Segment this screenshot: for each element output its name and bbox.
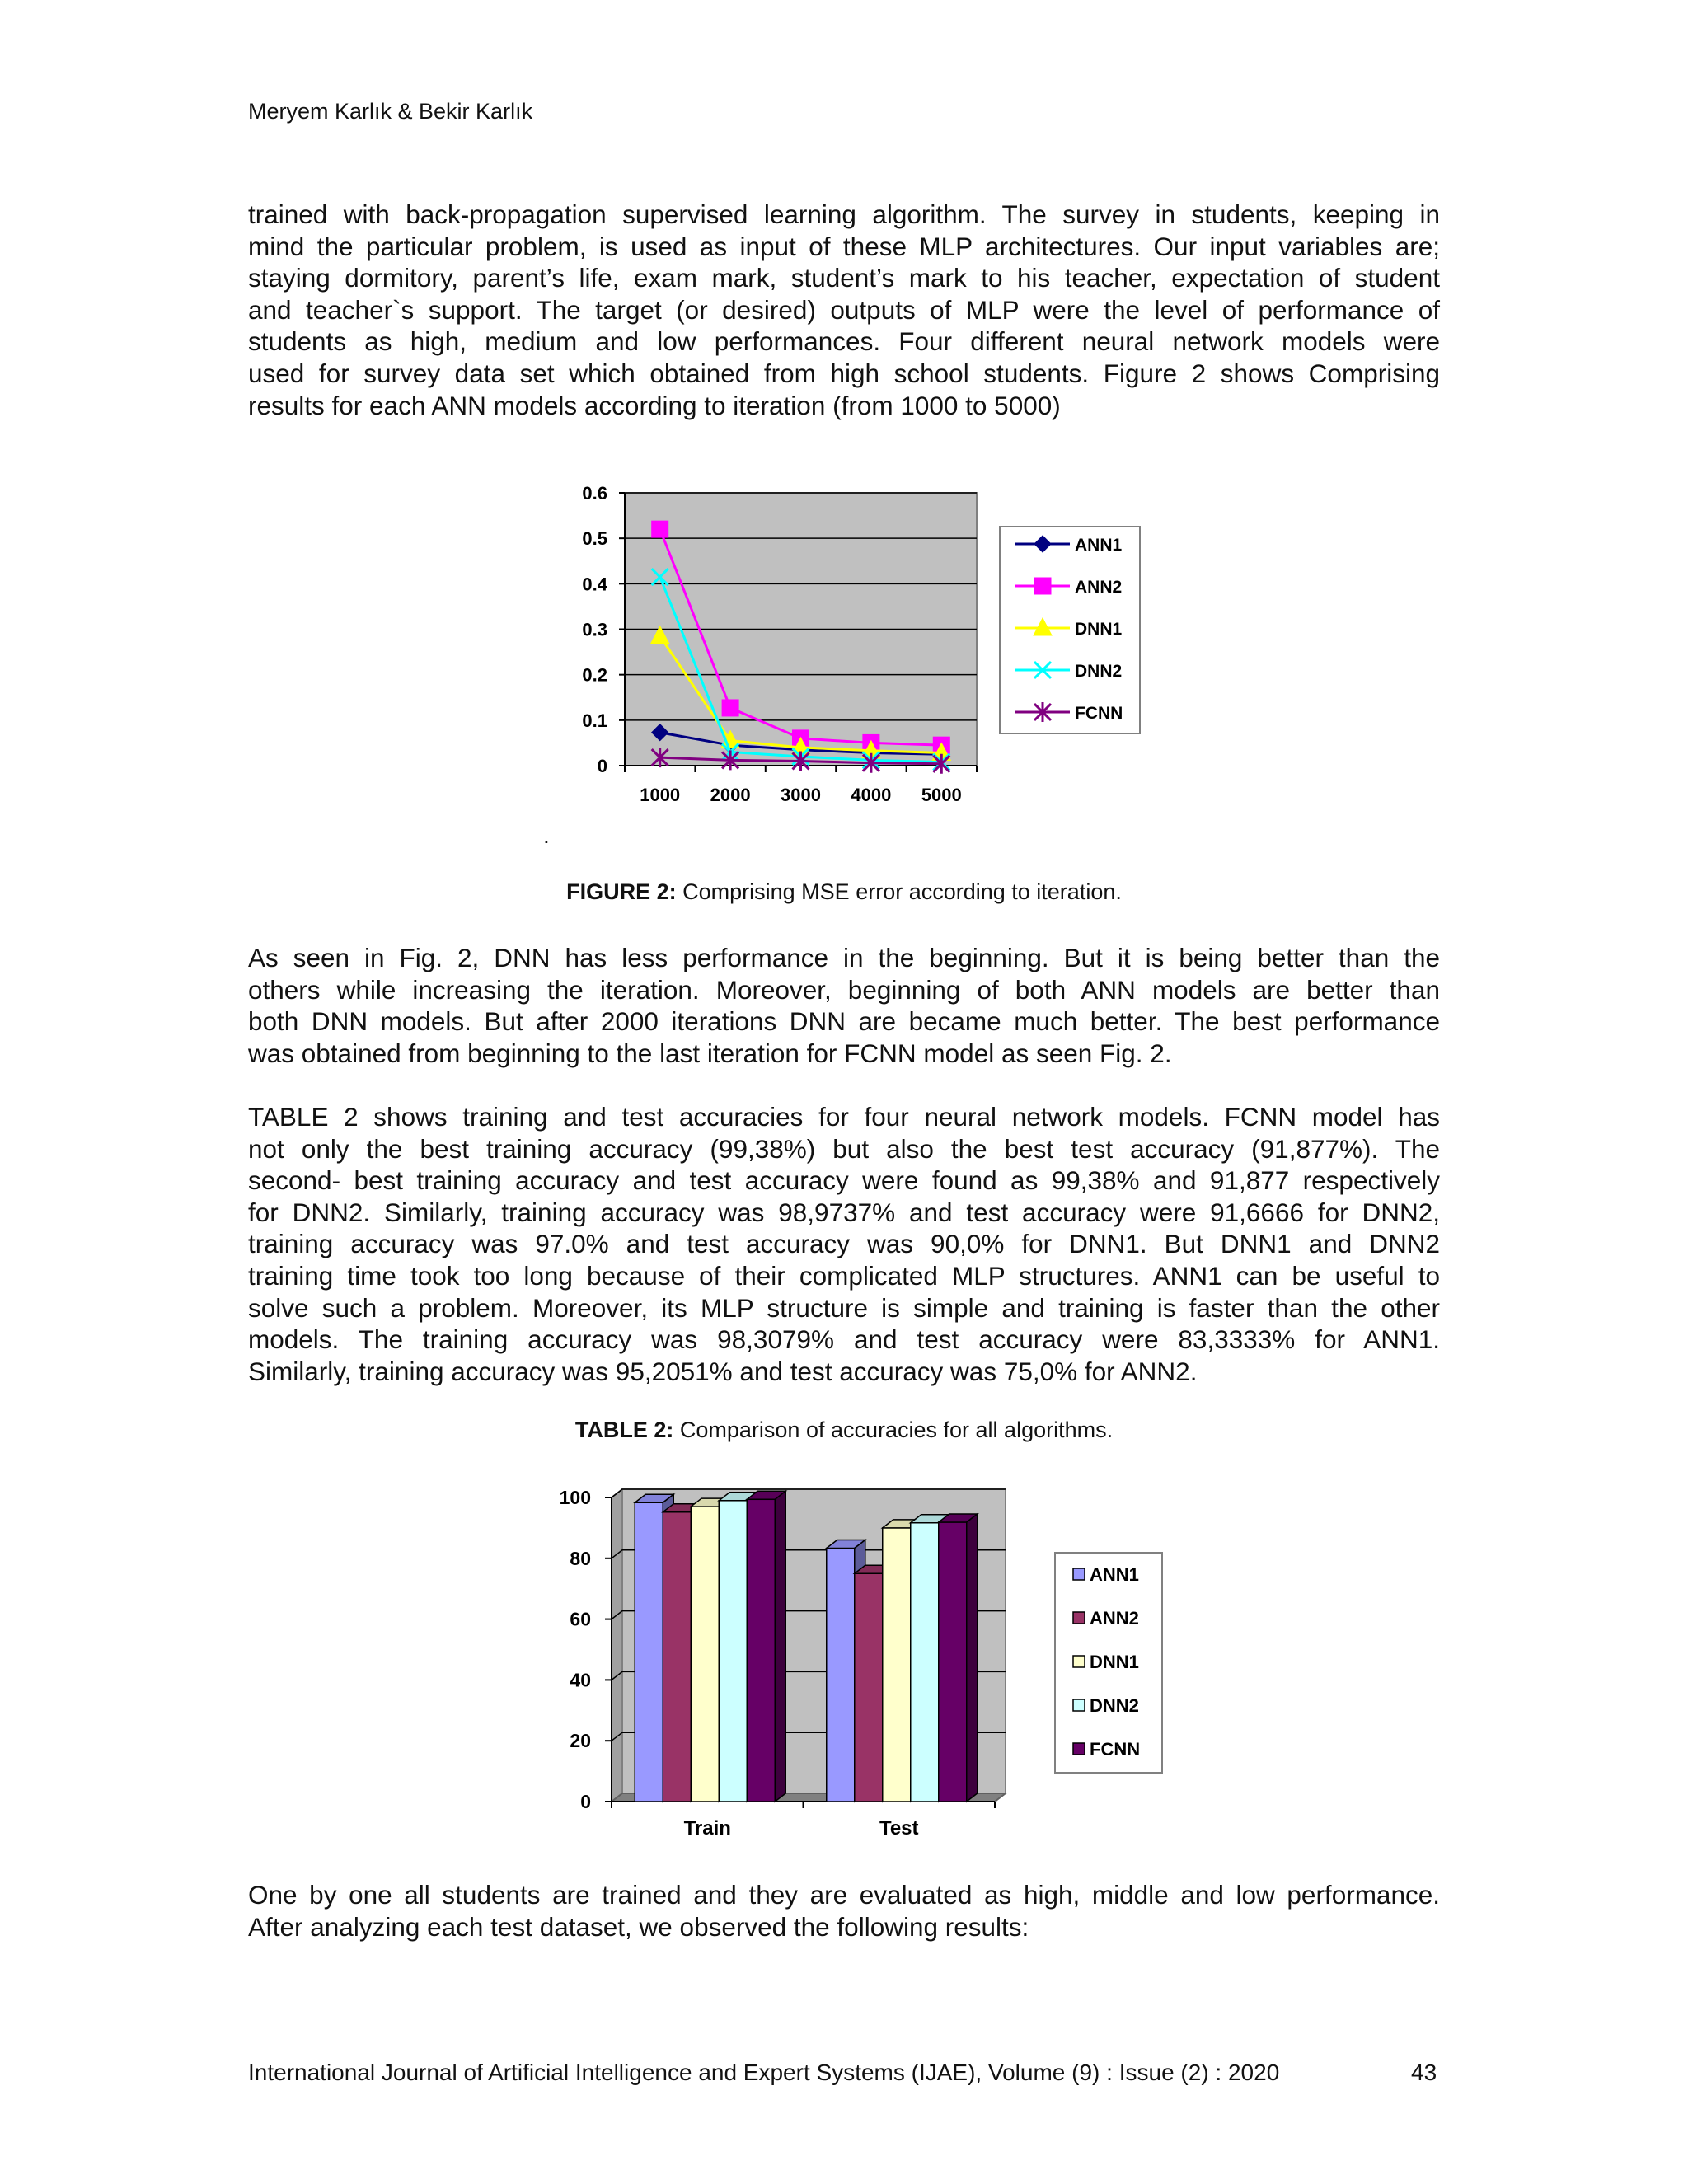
stray-dot: . bbox=[543, 823, 550, 848]
bar-front bbox=[719, 1501, 747, 1802]
legend-label: ANN1 bbox=[1075, 536, 1123, 555]
y-tick-label: 100 bbox=[559, 1487, 591, 1508]
bar-front bbox=[691, 1507, 719, 1802]
text-line: others while increasing the iteration. Moreover, beginning of both ANN models are better than bbox=[248, 974, 1440, 1005]
text-line: for DNN2. Similarly, training accuracy was 98,9737% and test accuracy were 91,6666 for DNN2, bbox=[248, 1197, 1440, 1227]
figure2-caption-label: FIGURE 2: bbox=[566, 879, 677, 904]
legend-swatch bbox=[1073, 1656, 1085, 1667]
y-tick-label: 0.3 bbox=[582, 619, 607, 640]
table2-bar-chart bbox=[560, 1487, 1162, 1840]
text-line: training time took too long because of their complicated MLP structures. ANN1 can be useful to bbox=[248, 1260, 1440, 1291]
text-line: One by one all students are trained and they are evaluated as high, middle and low performance. bbox=[248, 1880, 1440, 1910]
x-tick-label: 5000 bbox=[921, 785, 962, 805]
bar-side bbox=[967, 1514, 978, 1802]
figure2-caption bbox=[0, 879, 1688, 905]
y-tick-label: 0.5 bbox=[582, 528, 607, 550]
bar-front bbox=[855, 1573, 883, 1802]
legend-label: FCNN bbox=[1075, 704, 1123, 723]
y-tick-labels bbox=[560, 1487, 591, 1812]
bar-front bbox=[635, 1502, 663, 1802]
x-tick-label: Test bbox=[879, 1817, 919, 1840]
text-line: students as high, medium and low performances. Four different neural network models were bbox=[248, 326, 1440, 357]
paragraph-discussion bbox=[248, 942, 1440, 1069]
bar-front bbox=[827, 1549, 855, 1802]
text-line: After analyzing each test dataset, we observed the following results: bbox=[248, 1911, 1029, 1942]
bar-front bbox=[663, 1512, 691, 1802]
legend-label: FCNN bbox=[1090, 1739, 1141, 1760]
paragraph-table2 bbox=[248, 1101, 1440, 1387]
text-line: results for each ANN models according to iteration (from 1000 to 5000) bbox=[248, 390, 1061, 420]
x-tick-label: Train bbox=[683, 1817, 731, 1840]
text-line: trained with back-propagation supervised learning algorithm. The survey in students, keeping in bbox=[248, 199, 1440, 229]
legend-marker bbox=[1034, 578, 1051, 594]
bar-front bbox=[911, 1523, 939, 1802]
text-line: mind the particular problem, is used as input of these MLP architectures. Our input variables are; bbox=[248, 231, 1440, 261]
text-line: was obtained from beginning to the last iteration for FCNN model as seen Fig. 2. bbox=[248, 1038, 1172, 1068]
text-line: models. The training accuracy was 98,3079% and test accuracy were 83,3333% for ANN1. bbox=[248, 1324, 1440, 1355]
text-line: TABLE 2 shows training and test accuracies for four neural network models. FCNN model has bbox=[248, 1102, 1440, 1132]
bar-front bbox=[939, 1522, 967, 1802]
text-line: staying dormitory, parent’s life, exam mark, student’s mark to his teacher, expectation of student bbox=[248, 263, 1440, 293]
bar-side bbox=[775, 1491, 785, 1802]
y-tick-label: 0.4 bbox=[582, 574, 607, 595]
data-point bbox=[722, 700, 738, 716]
legend-swatch bbox=[1073, 1699, 1085, 1711]
text-line: and teacher`s support. The target (or desired) outputs of MLP were the level of performance of bbox=[248, 294, 1440, 325]
y-tick-label: 0.1 bbox=[582, 710, 607, 731]
legend-label: ANN1 bbox=[1090, 1564, 1139, 1585]
text-line: As seen in Fig. 2, DNN has less performance in the beginning. But it is being better than the bbox=[248, 943, 1440, 972]
text-line: not only the best training accuracy (99,38%) but also the best test accuracy (91,877%). The bbox=[248, 1133, 1440, 1164]
paragraph-results bbox=[248, 1879, 1440, 1943]
legend-swatch bbox=[1073, 1568, 1085, 1580]
page-number: 43 bbox=[1411, 2060, 1437, 2085]
side-wall bbox=[612, 1489, 622, 1802]
x-tick-label: 3000 bbox=[781, 785, 821, 805]
table2-caption-label: TABLE 2: bbox=[574, 1418, 674, 1442]
legend-label: DNN1 bbox=[1090, 1652, 1139, 1672]
y-tick-label: 0 bbox=[580, 1791, 591, 1812]
figure2-caption-text: Comprising MSE error according to iteration. bbox=[676, 879, 1122, 904]
table2-caption bbox=[0, 1418, 1688, 1443]
y-tick-label: 0.2 bbox=[582, 664, 607, 686]
bar-fcnn-test bbox=[939, 1514, 978, 1802]
text-line: solve such a problem. Moreover, its MLP structure is simple and training is faster than the other bbox=[248, 1292, 1440, 1323]
x-tick-label: 2000 bbox=[710, 785, 751, 805]
bar-front bbox=[747, 1499, 775, 1802]
x-tick-labels bbox=[640, 785, 962, 805]
text-line: both DNN models. But after 2000 iterations DNN are became much better. The best performance bbox=[248, 1006, 1440, 1037]
legend-label: ANN2 bbox=[1075, 578, 1123, 597]
running-header-authors: Meryem Karlık & Bekir Karlık bbox=[248, 99, 533, 124]
y-tick-label: 0.6 bbox=[582, 483, 607, 504]
data-point bbox=[652, 521, 668, 537]
text-line: second- best training accuracy and test accuracy were found as 99,38% and 91,877 respectively bbox=[248, 1165, 1440, 1196]
y-tick-label: 60 bbox=[570, 1608, 591, 1630]
table2-caption-text: Comparison of accuracies for all algorithms. bbox=[673, 1418, 1114, 1442]
bar-fcnn-train bbox=[747, 1491, 785, 1802]
y-tick-label: 80 bbox=[570, 1547, 591, 1569]
y-tick-label: 40 bbox=[570, 1669, 591, 1691]
bar-front bbox=[883, 1528, 911, 1802]
x-tick-label: 1000 bbox=[640, 785, 681, 805]
x-tick-label: 4000 bbox=[851, 785, 892, 805]
y-tick-labels bbox=[582, 483, 607, 776]
footer-journal: International Journal of Artificial Intelligence and Expert Systems (IJAE), Volume (9) : Issue (2) : 2020 bbox=[248, 2060, 1280, 2085]
legend-label: DNN2 bbox=[1075, 662, 1123, 681]
legend-swatch bbox=[1073, 1743, 1085, 1755]
text-line: Similarly, training accuracy was 95,2051% and test accuracy was 75,0% for ANN2. bbox=[248, 1356, 1198, 1386]
legend-label: ANN2 bbox=[1090, 1608, 1139, 1629]
legend-label: DNN2 bbox=[1090, 1695, 1139, 1716]
y-tick-label: 20 bbox=[570, 1730, 591, 1752]
figure2-line-chart bbox=[582, 483, 1140, 805]
x-tick-labels bbox=[684, 1817, 919, 1840]
text-line: used for survey data set which obtained from high school students. Figure 2 shows Comprising bbox=[248, 358, 1440, 388]
legend-swatch bbox=[1073, 1612, 1085, 1624]
legend-label: DNN1 bbox=[1075, 620, 1123, 639]
y-tick-label: 0 bbox=[597, 756, 607, 776]
text-line: training accuracy was 97.0% and test accuracy was 90,0% for DNN1. But DNN1 and DNN2 bbox=[248, 1229, 1440, 1259]
